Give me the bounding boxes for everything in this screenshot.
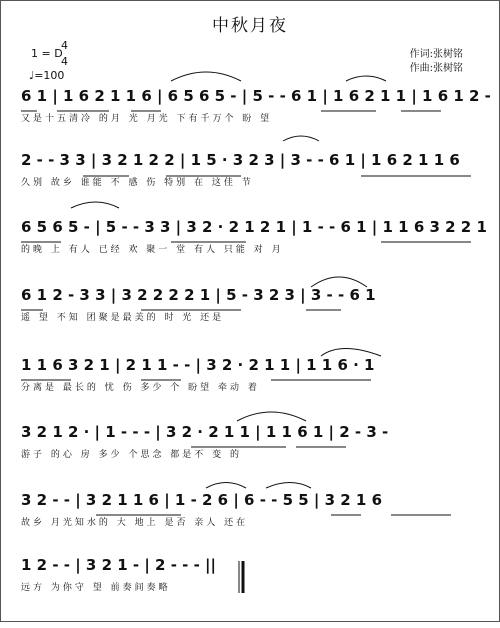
song-title: 中秋月夜 [212, 16, 288, 36]
score-line-4 [21, 286, 491, 358]
notation-line: 6 1 | 1 6 2 1 1 6 | 6 5 6 5 - | 5 - - 6 1 | 1 6 2 1 1 | 1 6 1 2 - [21, 87, 491, 105]
lyric-line: 故乡 月光知水的 大 地上 是否 亲人 还在 [21, 518, 249, 528]
lyric-line: 又是十五清冷 的月 光 月光 下有千万个 盼 望 [21, 114, 273, 124]
notation-line: 6 1 2 - 3 3 | 3 2 2 2 2 1 | 5 - 3 2 3 | 3 - - 6 1 [21, 286, 376, 304]
score-line-3 [21, 218, 491, 290]
notation-line: 2 - - 3 3 | 3 2 1 2 2 | 1 5 · 3 2 3 | 3 - - 6 1 | 1 6 2 1 1 6 [21, 151, 460, 169]
score-line-5 [21, 356, 491, 428]
time-signature-top: 4 [61, 39, 68, 52]
notation-line: 3 2 - - | 3 2 1 1 6 | 1 - 2 6 | 6 - - 5 5 | 3 2 1 6 [21, 491, 383, 509]
slur-mark [346, 76, 386, 81]
notation-line: 1 2 - - | 3 2 1 - | 2 - - - || [21, 556, 216, 574]
score-line-2 [21, 151, 491, 223]
slur-mark [171, 72, 241, 81]
time-signature-bottom: 4 [61, 55, 68, 68]
notation-line: 1 1 6 3 2 1 | 2 1 1 - - | 3 2 · 2 1 1 | 1 1 6 · 1 [21, 356, 375, 374]
composer-credit: 作曲:张树铭 [409, 63, 463, 74]
score-line-7 [21, 491, 491, 563]
lyric-line: 的晚 上 有人 已经 欢 聚一 堂 有人 只能 对 月 [21, 245, 284, 255]
lyric-line: 远方 为你守 望 前奏间奏略 [21, 583, 171, 593]
lyric-line: 游子 的心 房 多少 个思念 都是不 变 的 [21, 450, 243, 460]
notation-line: 3 2 1 2 · | 1 - - - | 3 2 · 2 1 1 | 1 1 6 1 | 2 - 3 - [21, 423, 389, 441]
score-line-8 [21, 556, 491, 628]
notation-line: 6 5 6 5 - | 5 - - 3 3 | 3 2 · 2 1 2 1 | 1 - - 6 1 | 1 1 6 3 2 2 1 [21, 218, 487, 236]
score-line-1 [21, 87, 491, 159]
lyric-line: 久别 故乡 谁能 不 感 伤 特别 在 这佳 节 [21, 178, 254, 188]
lyric-line: 遥 望 不知 团聚是最美的 时 光 还是 [21, 313, 225, 323]
key-signature: 1 = D [31, 47, 63, 60]
tempo-marking: ♩=100 [29, 69, 65, 82]
score-line-6 [21, 423, 491, 495]
lyric-line: 分离是 最长的 忧 伤 多少 个 盼望 牵动 着 [21, 383, 260, 393]
lyricist-credit: 作词:张树铭 [409, 49, 463, 60]
